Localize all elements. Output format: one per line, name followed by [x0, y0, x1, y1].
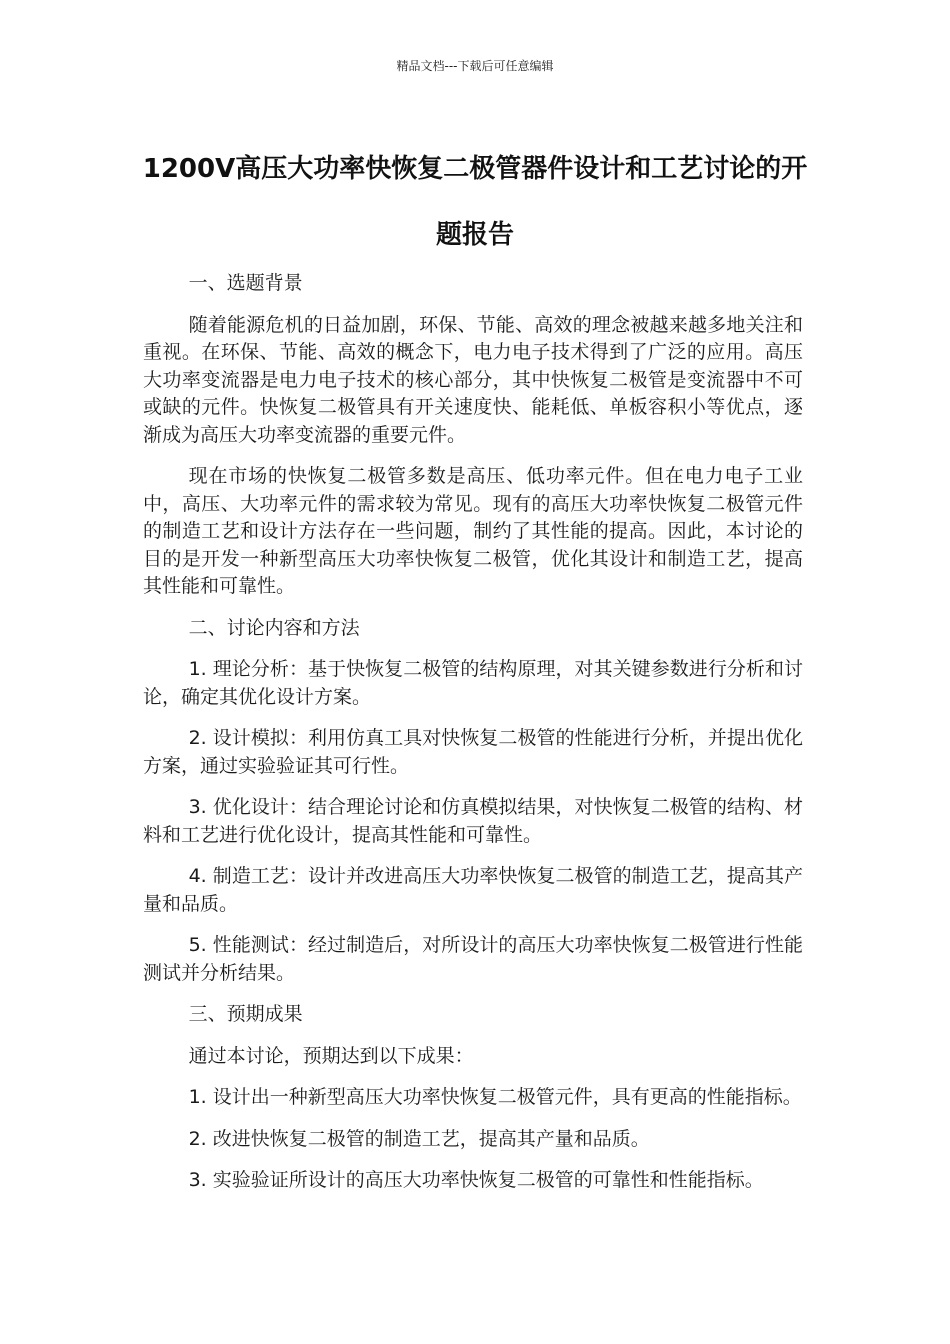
- section-heading-results: 三、预期成果: [188, 1003, 303, 1025]
- header-note: 精品文档---下载后可任意编辑: [396, 59, 554, 73]
- document-body: [143, 270, 803, 1209]
- list-item: 2. 改进快恢复二极管的制造工艺，提高其产量和品质。: [188, 1127, 650, 1150]
- list-item: 4. 制造工艺：设计并改进高压大功率快恢复二极管的制造工艺，提高其产量和品质。: [143, 865, 803, 915]
- section-heading-background: 一、选题背景: [188, 272, 303, 294]
- list-item: 5. 性能测试：经过制造后，对所设计的高压大功率快恢复二极管进行性能测试并分析结果。: [143, 934, 803, 984]
- list-item: 1. 设计出一种新型高压大功率快恢复二极管元件，具有更高的性能指标。: [188, 1086, 802, 1108]
- paragraph: 现在市场的快恢复二极管多数是高压、低功率元件。但在电力电子工业中，高压、大功率元件的需求较为常见。现有的高压大功率快恢复二极管元件的制造工艺和设计方法存在一些问题，制约了其性能的提高。因此，本讨论的目的是开发一种新型高压大功率快恢复二极管，优化其设计和制造工艺，提高其性能和可靠性。: [143, 465, 803, 597]
- list-item: 3. 实验验证所设计的高压大功率快恢复二极管的可靠性和性能指标。: [188, 1169, 764, 1191]
- section-heading-methods: 二、讨论内容和方法: [188, 616, 360, 639]
- document-title: 1200V高压大功率快恢复二极管器件设计和工艺讨论的开题报告: [142, 154, 808, 250]
- paragraph: 通过本讨论，预期达到以下成果：: [188, 1044, 474, 1067]
- paragraph: 随着能源危机的日益加剧，环保、节能、高效的理念被越来越多地关注和重视。在环保、节能、高效的概念下，电力电子技术得到了广泛的应用。高压大功率变流器是电力电子技术的核心部分，其中快恢复二极管是变流器中不可或缺的元件。快恢复二极管具有开关速度快、能耗低、单板容积小等优点，逐渐成为高压大功率变流器的重要元件。: [143, 313, 803, 446]
- list-item: 2. 设计模拟：利用仿真工具对快恢复二极管的性能进行分析，并提出优化方案，通过实验验证其可行性。: [143, 727, 803, 777]
- list-item: 1. 理论分析：基于快恢复二极管的结构原理，对其关键参数进行分析和讨论，确定其优化设计方案。: [143, 658, 803, 708]
- list-item: 3. 优化设计：结合理论讨论和仿真模拟结果，对快恢复二极管的结构、材料和工艺进行优化设计，提高其性能和可靠性。: [143, 796, 803, 846]
